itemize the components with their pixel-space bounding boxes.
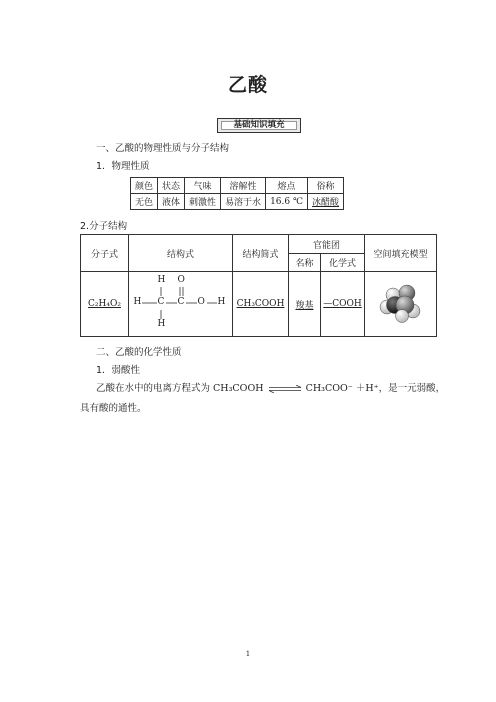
page-title: 乙酸: [227, 74, 268, 96]
functional-group-name: 羧基: [289, 272, 321, 337]
functional-group-formula: —COOH: [321, 272, 365, 337]
atom-label: H: [133, 297, 142, 307]
subheading-weak-acidity: 1．弱酸性: [96, 365, 141, 376]
section-banner: [217, 118, 301, 133]
table-header-cell: 名称: [289, 254, 321, 272]
table-row: [81, 272, 437, 337]
table-header-cell: 化学式: [321, 254, 365, 272]
table-header-cell: 官能团: [289, 235, 365, 254]
space-filling-model-cell: [365, 272, 437, 337]
atom-label: H: [157, 275, 166, 285]
structural-formula: [131, 274, 231, 334]
table-header-cell: 气味: [185, 178, 221, 194]
atom-label: O: [197, 297, 205, 307]
ionization-text-end: CH₃COO⁻ ＋H⁺，是一元弱酸，: [305, 383, 446, 394]
table-cell: 16.6 ℃: [266, 194, 308, 210]
atom-label: O: [177, 275, 185, 285]
table-cell: 冰醋酸: [308, 194, 344, 210]
atom-label: H: [217, 297, 226, 307]
atom-label: H: [157, 319, 166, 329]
section-heading-chemical: 二、乙酸的化学性质: [96, 347, 182, 358]
molecular-structure-table: [80, 234, 437, 337]
structural-formula-cell: [129, 272, 233, 337]
atom-label: C: [157, 297, 165, 307]
table-cell: 无色: [131, 194, 158, 210]
subheading-physical-properties: 1．物理性质: [96, 161, 150, 172]
table-header-cell: 俗称: [308, 178, 344, 194]
table-row: [131, 194, 344, 210]
physical-properties-table: [130, 177, 344, 210]
ionization-text-start: 乙酸在水中的电离方程式为 CH₃COOH: [96, 383, 264, 394]
table-header-cell: 分子式: [81, 235, 129, 272]
table-row: [81, 235, 437, 254]
bond-lines: [131, 274, 231, 334]
section-banner-label: 基础知识填充: [221, 121, 297, 130]
equilibrium-arrow-icon: [268, 385, 302, 393]
table-header-cell: 结构式: [129, 235, 233, 272]
table-row: [131, 178, 344, 194]
table-cell: 液体: [158, 194, 185, 210]
subheading-molecular-structure: 2.分子结构: [80, 221, 128, 232]
ionization-paragraph-line2: 具有酸的通性。: [80, 403, 147, 414]
table-header-cell: 熔点: [266, 178, 308, 194]
table-header-cell: 溶解性: [221, 178, 266, 194]
table-cell: 易溶于水: [221, 194, 266, 210]
table-header-cell: 空间填充模型: [365, 235, 437, 272]
ionization-paragraph: [96, 380, 445, 394]
table-header-cell: 颜色: [131, 178, 158, 194]
space-filling-model-image: [375, 281, 427, 325]
atom-label: C: [177, 297, 185, 307]
table-header-cell: 状态: [158, 178, 185, 194]
table-header-cell: 结构简式: [233, 235, 289, 272]
section-heading-physical: 一、乙酸的物理性质与分子结构: [96, 143, 230, 154]
page-number: 1: [245, 650, 251, 658]
molecular-formula: C₂H₄O₂: [81, 272, 129, 337]
table-cell: 刺激性: [185, 194, 221, 210]
structural-simple-formula: CH₃COOH: [233, 272, 289, 337]
